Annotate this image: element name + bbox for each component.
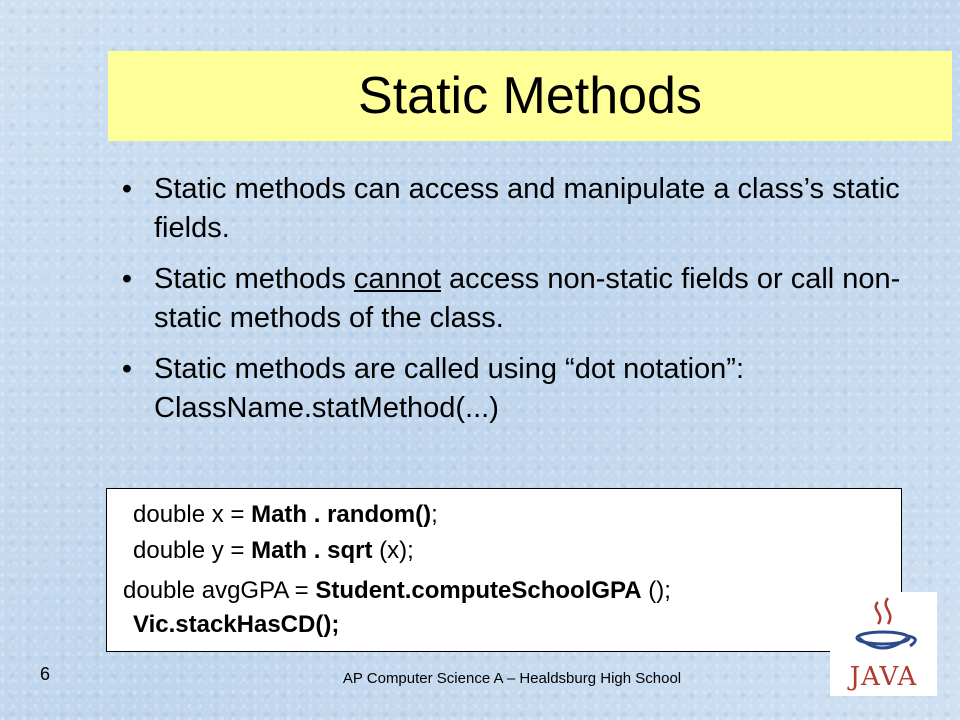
- code-plain: double avgGPA =: [123, 577, 316, 604]
- code-line: [123, 577, 671, 605]
- code-line: [133, 501, 438, 529]
- code-bold: Math . random(): [251, 501, 432, 528]
- code-plain: (x);: [372, 537, 414, 564]
- code-bold: Vic.stackHasCD();: [133, 611, 340, 638]
- bullet-list: [112, 170, 902, 440]
- bullet-text: Static methods are called using “dot notation”: ClassName.statMethod(...): [154, 353, 744, 424]
- title-banner: [108, 51, 952, 141]
- slide-title: Static Methods: [358, 67, 702, 125]
- java-coffee-cup-icon: [830, 592, 937, 662]
- bullet-icon: •: [121, 173, 133, 205]
- bullet-text: Static methods: [154, 263, 354, 295]
- code-bold: Math . sqrt: [251, 537, 373, 564]
- code-plain: ();: [641, 577, 671, 604]
- code-plain: double y =: [133, 537, 252, 564]
- code-plain: ;: [431, 501, 438, 528]
- bullet-icon: •: [121, 263, 133, 295]
- code-example-box: [106, 488, 902, 652]
- footer-text: AP Computer Science A – Healdsburg High School: [342, 670, 682, 687]
- bullet-item: [112, 350, 902, 428]
- bullet-item: [112, 260, 902, 338]
- bullet-text: Static methods can access and manipulate a class’s static fields.: [154, 173, 900, 244]
- code-bold: Student.computeSchoolGPA: [315, 577, 642, 604]
- page-number: 6: [40, 664, 51, 684]
- java-logo: [830, 592, 937, 696]
- underlined-word: cannot: [353, 263, 441, 295]
- code-line: [133, 537, 414, 565]
- java-logo-text: JAVA: [849, 662, 918, 692]
- bullet-item: [112, 170, 902, 248]
- bullet-icon: •: [121, 353, 133, 385]
- code-line: [133, 611, 339, 639]
- code-plain: double x =: [133, 501, 252, 528]
- bullet-text-continued: access non-static fields or call non-static methods of the class.: [154, 263, 901, 334]
